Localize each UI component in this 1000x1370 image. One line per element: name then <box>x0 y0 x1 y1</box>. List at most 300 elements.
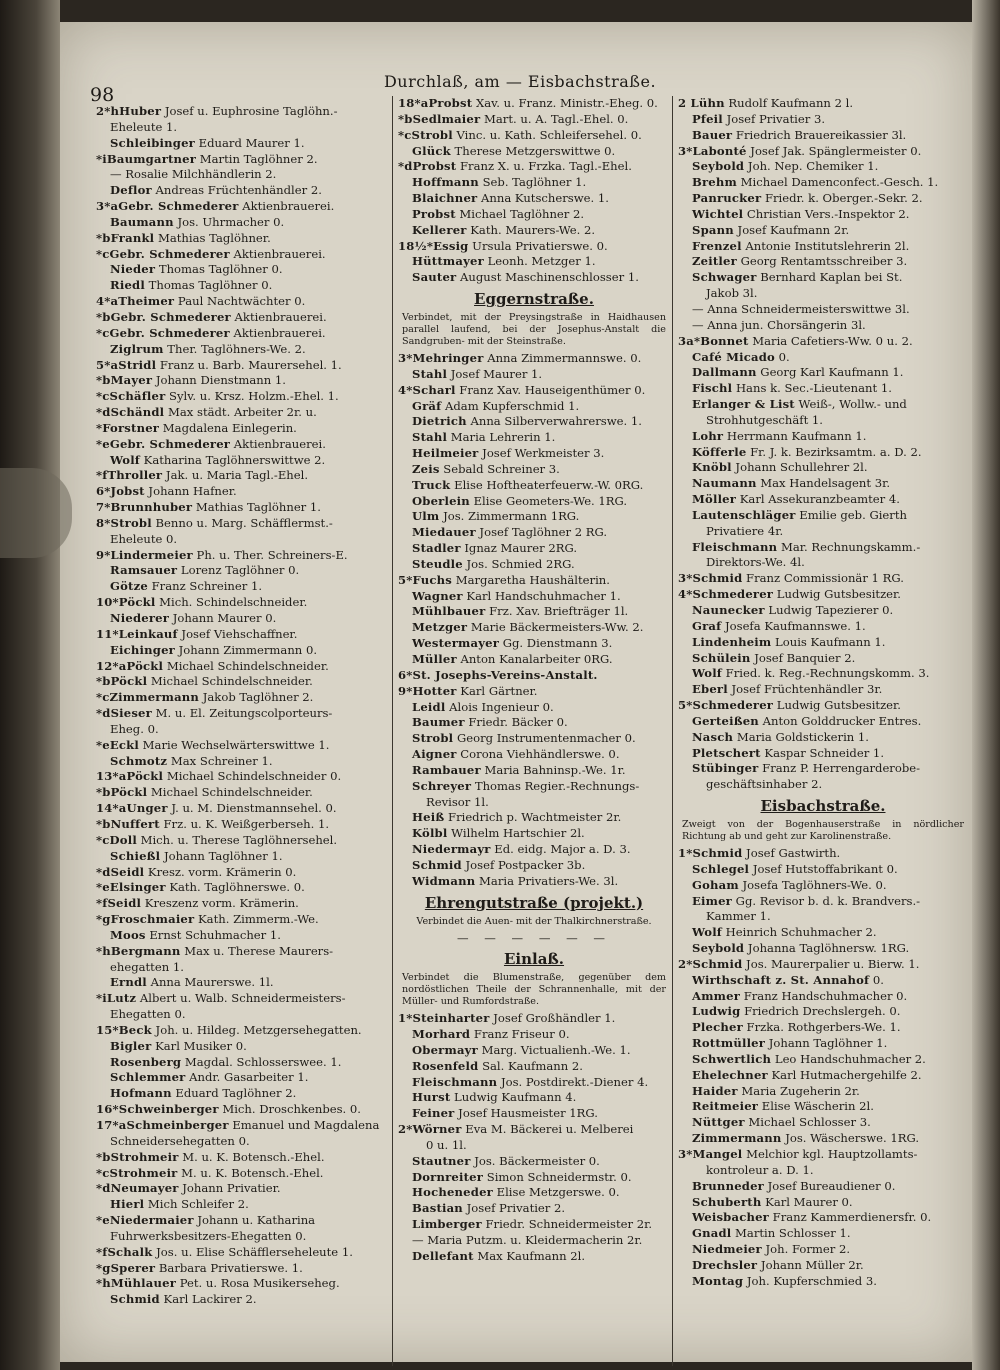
directory-entry <box>96 611 390 627</box>
entry-details: Franz Schreiner 1. <box>147 579 263 594</box>
entry-name: 2*hHuber <box>96 104 162 118</box>
directory-entry <box>398 1059 670 1075</box>
entry-name: Blaichner <box>412 191 478 206</box>
entry-name: *dSeidl <box>96 864 145 879</box>
entry-details: Ther. Taglöhners-We. 2. <box>163 341 306 356</box>
directory-entry <box>96 468 390 484</box>
entry-name: Lohr <box>692 428 724 443</box>
entry-name: *iBaumgartner <box>96 151 197 166</box>
directory-entry <box>678 682 968 698</box>
directory-entry <box>398 430 670 446</box>
entries-col1 <box>96 104 390 1308</box>
directory-entry <box>398 1217 670 1233</box>
entry-name: *gFroschmaier <box>96 912 195 927</box>
directory-entry <box>678 925 968 941</box>
directory-entry <box>96 674 390 690</box>
entry-name: Fischl <box>692 381 733 396</box>
directory-entry <box>398 270 670 286</box>
entry-name: Zeis <box>412 461 440 476</box>
directory-entry <box>678 318 968 334</box>
entry-details: Ludwig Tapezierer 0. <box>764 603 894 617</box>
directory-entry <box>96 437 390 453</box>
entry-details: Jos. Wäscherswe. 1RG. <box>781 1131 920 1146</box>
directory-entry <box>678 603 968 619</box>
column-3 <box>678 96 968 1290</box>
directory-entry <box>398 731 670 747</box>
entry-name: *iLutz <box>96 991 137 1006</box>
entry-name: 6*Jobst <box>96 484 145 499</box>
entry-details: Antonie Institutslehrerin 2l. <box>741 238 910 253</box>
directory-entry <box>96 785 390 801</box>
directory-entry <box>398 1249 670 1265</box>
entry-details: Friedr. Bäcker 0. <box>464 715 568 730</box>
column-2 <box>398 96 670 1265</box>
directory-entry <box>398 1122 670 1138</box>
entry-name: *dProbst <box>398 159 457 174</box>
directory-entry <box>96 849 390 865</box>
entry-details: Friedr. k. Oberger.-Sekr. 2. <box>761 191 923 206</box>
entry-details: Bernhard Kaplan bei St. <box>756 270 903 285</box>
directory-entry <box>678 540 968 556</box>
entry-name: Oberlein <box>412 493 470 508</box>
entry-name: Frenzel <box>692 238 742 253</box>
entry-details: Therese Metzgerswittwe 0. <box>450 143 616 158</box>
entry-name: Metzger <box>412 620 468 635</box>
entry-details: Johann Taglöhner 1. <box>765 1036 888 1051</box>
column-rule-1 <box>392 96 393 1366</box>
directory-entry <box>398 128 670 144</box>
entry-name: *fThroller <box>96 468 163 483</box>
entry-details: Georg Karl Kaufmann 1. <box>756 365 904 380</box>
entry-details: Franz Xav. Hauseigenthümer 0. <box>455 382 646 397</box>
entry-details: Kath. Maurers-We. 2. <box>466 222 596 237</box>
directory-entry <box>678 761 968 777</box>
entry-name: Eimer <box>692 893 732 908</box>
entry-name: Rambauer <box>412 762 481 777</box>
directory-entry <box>96 484 390 500</box>
entry-name: Limberger <box>412 1217 482 1232</box>
directory-entry <box>398 668 670 684</box>
entry-details: Martin Schlosser 1. <box>731 1226 851 1241</box>
directory-entry <box>398 207 670 223</box>
directory-entry <box>96 1213 390 1229</box>
entry-details: Marie Bäckermeisters-Ww. 2. <box>467 620 644 635</box>
entry-details: Jakob Taglöhner 2. <box>199 690 314 705</box>
entry-details: Katharina Taglöhnerswittwe 2. <box>140 452 326 467</box>
entry-name: *eEckl <box>96 737 139 752</box>
section-note-eisbachstrasse: Zweigt von der Bogenhauserstraße in nördlicher Richtung ab und geht zur Karolinenstraße. <box>682 818 964 842</box>
entry-name: Zeitler <box>692 254 737 269</box>
directory-entry <box>96 342 390 358</box>
directory-entry <box>96 310 390 326</box>
entry-details: Ehegatten 0. <box>110 1007 186 1022</box>
entry-name: Ramsauer <box>110 563 178 578</box>
entry-details: Hans k. Sec.-Lieutenant 1. <box>732 381 892 396</box>
entry-details: Sebald Schreiner 3. <box>439 461 560 476</box>
entry-details: Josef u. Euphrosine Taglöhn.- <box>161 104 338 118</box>
entry-details: Max Schreiner 1. <box>167 753 273 768</box>
directory-entry <box>678 302 968 318</box>
entry-details: Adam Kupferschmid 1. <box>441 398 580 413</box>
entry-details: Josef Postpacker 3b. <box>461 857 586 872</box>
entry-details: Frz. u. K. Weißgerberseh. 1. <box>159 816 330 831</box>
entry-name: Möller <box>692 492 737 507</box>
directory-entry <box>96 769 390 785</box>
entry-details: Jos. Schmied 2RG. <box>462 556 575 571</box>
entry-details: 0. <box>775 349 790 364</box>
directory-entry <box>678 476 968 492</box>
entry-name: Götze <box>110 579 148 594</box>
entry-details: Josef Jak. Spänglermeister 0. <box>746 143 922 158</box>
entry-name: Schlemmer <box>110 1070 186 1085</box>
entry-details: Karl Assekuranzbeamter 4. <box>736 492 900 507</box>
entries-einlass <box>398 1011 670 1265</box>
entry-name: Fleischmann <box>692 539 778 554</box>
entry-details: Rudolf Kaufmann 2 l. <box>724 96 854 110</box>
directory-entry <box>96 1039 390 1055</box>
entry-details: Kath. Taglöhnerswe. 0. <box>165 880 305 895</box>
entry-name: Baumer <box>412 715 465 730</box>
entry-details: — Maria Putzm. u. Kleidermacherin 2r. <box>412 1233 643 1247</box>
directory-entry <box>398 462 670 478</box>
entry-name: *eElsinger <box>96 880 166 895</box>
directory-entry <box>96 373 390 389</box>
entry-name: 3*Schmid <box>678 571 743 586</box>
entry-details: Aktienbrauerei. <box>229 325 326 340</box>
entry-name: Hofmann <box>110 1086 172 1101</box>
directory-entry <box>96 231 390 247</box>
directory-entry <box>678 429 968 445</box>
directory-entry <box>678 1004 968 1020</box>
directory-entry <box>398 1154 670 1170</box>
entry-details: Margaretha Haushälterin. <box>452 572 610 587</box>
entry-name: Schmotz <box>110 753 168 768</box>
entry-details: Karl Lackirer 2. <box>159 1292 257 1307</box>
directory-entry <box>678 1195 968 1211</box>
entry-details: J. u. M. Dienstmannsehel. 0. <box>167 801 337 816</box>
directory-entry <box>678 1258 968 1274</box>
directory-entry <box>96 1118 390 1134</box>
directory-entry <box>678 239 968 255</box>
directory-entry <box>398 223 670 239</box>
directory-entry <box>96 801 390 817</box>
entry-name: 14*aUnger <box>96 801 168 816</box>
entry-name: Goham <box>692 877 739 892</box>
entry-details: Direktors-We. 4l. <box>706 555 805 570</box>
entry-details: Ursula Privatierswe. 0. <box>468 238 608 253</box>
directory-entry <box>398 159 670 175</box>
directory-entry <box>96 532 390 548</box>
entry-name: 18½*Essig <box>398 238 469 253</box>
entry-details: Joh. u. Hildeg. Metzgersehegatten. <box>151 1022 362 1037</box>
directory-entry <box>398 1185 670 1201</box>
entry-details: Karl Gärtner. <box>456 683 538 698</box>
directory-entry <box>96 817 390 833</box>
entry-name: Ludwig <box>692 1004 741 1019</box>
entry-name: Naumann <box>692 476 757 491</box>
entry-details: Karl Maurer 0. <box>761 1194 853 1209</box>
entry-details: Eheg. 0. <box>110 721 159 736</box>
section-note-ehrengutstrasse: Verbindet die Auen- mit der Thalkirchnerstraße. <box>416 915 652 927</box>
entry-details: Anna Zimmermannswe. 0. <box>483 350 642 365</box>
entry-name: Stübinger <box>692 761 759 776</box>
entry-name: Bastian <box>412 1201 463 1216</box>
entry-details: Elise Metzgerswe. 0. <box>492 1185 620 1200</box>
entry-details: Thomas Regier.-Rechnungs- <box>471 778 640 793</box>
entry-details: Johann Schullehrer 2l. <box>731 460 868 475</box>
section-title-ehrengutstrasse: Ehrengutstraße (projekt.) <box>424 893 644 912</box>
directory-entry <box>96 659 390 675</box>
entry-name: Lindenheim <box>692 634 772 649</box>
entry-details: Kammer 1. <box>706 909 771 924</box>
entry-details: Josef Bureaudiener 0. <box>763 1178 896 1193</box>
entry-name: *dSchändl <box>96 405 165 420</box>
entry-name: 3*aGebr. Schmederer <box>96 199 239 214</box>
entry-details: Jos. Uhrmacher 0. <box>173 214 285 229</box>
entry-details: Karl Hutmachergehilfe 2. <box>767 1067 922 1082</box>
directory-entry <box>398 684 670 700</box>
running-head: Durchlaß, am — Eisbachstraße. <box>383 72 657 91</box>
entry-details: — Rosalie Milchhändlerin 2. <box>110 167 277 182</box>
entry-name: Dietrich <box>412 414 467 429</box>
entry-details: Max Handelsagent 3r. <box>756 476 891 491</box>
entry-details: Max städt. Arbeiter 2r. u. <box>164 405 317 420</box>
entry-details: Josef Viehschaffner. <box>177 626 298 641</box>
entry-details: Benno u. Marg. Schäfflermst.- <box>151 515 333 530</box>
entry-details: Johann Hafner. <box>144 484 237 499</box>
entry-name: Truck <box>412 477 451 492</box>
directory-entry <box>398 509 670 525</box>
entry-name: Erlanger & List <box>692 397 795 412</box>
directory-entry <box>678 619 968 635</box>
entry-details: Mathias Taglöhner 1. <box>192 500 321 515</box>
entry-name: 2*Wörner <box>398 1122 462 1137</box>
entry-details: Karl Musiker 0. <box>151 1038 247 1053</box>
directory-entry <box>678 1036 968 1052</box>
entry-name: Weisbacher <box>692 1210 769 1225</box>
entry-details: Joh. Former 2. <box>761 1242 851 1257</box>
directory-entry <box>96 278 390 294</box>
entry-name: 4*Scharl <box>398 382 456 397</box>
entry-name: Seybold <box>692 159 745 174</box>
entry-details: Vinc. u. Kath. Schleifersehel. 0. <box>452 127 642 142</box>
directory-entry <box>398 191 670 207</box>
entry-name: Panrucker <box>692 191 762 206</box>
entry-details: Josef Banquier 2. <box>750 650 856 665</box>
entry-details: — Anna jun. Chorsängerin 3l. <box>692 317 866 332</box>
directory-entry <box>398 144 670 160</box>
directory-entry <box>678 698 968 714</box>
directory-entry <box>96 1023 390 1039</box>
entry-details: Max u. Therese Maurers- <box>180 943 334 958</box>
entry-name: Schreyer <box>412 778 472 793</box>
entry-name: Stadler <box>412 541 461 556</box>
entry-name: *dNeumayer <box>96 1181 179 1196</box>
directory-entry <box>678 1052 968 1068</box>
entry-name: *cSchäfler <box>96 389 166 404</box>
entry-name: *bNuffert <box>96 816 160 831</box>
directory-entry <box>678 714 968 730</box>
entry-details: Franz P. Herrengarderobe- <box>758 761 921 776</box>
directory-entry <box>96 1261 390 1277</box>
entry-name: Ehelechner <box>692 1067 768 1082</box>
section-title-eisbachstrasse: Eisbachstraße. <box>760 797 886 816</box>
entry-name: Seybold <box>692 941 745 956</box>
entry-name: *cZimmermann <box>96 690 200 705</box>
directory-entry <box>96 833 390 849</box>
entry-name: Erndl <box>110 975 147 990</box>
directory-entry <box>678 381 968 397</box>
entry-details: Jos. Zimmermann 1RG. <box>439 509 580 524</box>
section-title-einlass: Einlaß. <box>503 950 565 969</box>
entry-name: 9*Lindermeier <box>96 547 193 562</box>
directory-entry <box>398 1011 670 1027</box>
entry-name: Schießl <box>110 848 161 863</box>
directory-entry <box>678 397 968 413</box>
entry-name: *bMayer <box>96 373 153 388</box>
entry-details: Eva M. Bäckerei u. Melberei <box>461 1122 634 1137</box>
entry-details: Lorenz Taglöhner 0. <box>177 563 300 578</box>
directory-entry <box>678 175 968 191</box>
directory-entry <box>398 254 670 270</box>
entry-details: Michael Schindelschneider 0. <box>163 769 342 784</box>
entry-name: Schwertlich <box>692 1051 772 1066</box>
directory-entry <box>678 144 968 160</box>
entry-details: Anna Kutscherswe. 1. <box>477 191 609 206</box>
directory-entry <box>678 666 968 682</box>
entry-name: *cGebr. Schmederer <box>96 246 230 261</box>
entry-details: Martin Taglöhner 2. <box>196 151 318 166</box>
entry-name: Feiner <box>412 1106 455 1121</box>
directory-entry <box>398 351 670 367</box>
entry-details: Franz u. Barb. Maurersehel. 1. <box>156 357 342 372</box>
entry-details: Josef Werkmeister 3. <box>478 446 605 461</box>
entry-name: Brunneder <box>692 1178 764 1193</box>
entry-details: Mar. Rechnungskamm.- <box>777 539 921 554</box>
entry-name: Eichinger <box>110 642 175 657</box>
entries-am-durchlass <box>678 96 968 793</box>
entry-name: Obermayr <box>412 1042 478 1057</box>
entry-details: Max Kaufmann 2l. <box>473 1248 586 1263</box>
directory-entry <box>678 635 968 651</box>
entry-details: Johann u. Katharina <box>193 1213 316 1228</box>
entry-details: Aktienbrauerei. <box>230 309 327 324</box>
entry-details: Josef Früchtenhändler 3r. <box>727 682 883 697</box>
entry-name: *cStrobl <box>398 127 453 142</box>
entry-name: Wolf <box>110 452 140 467</box>
directory-entry <box>96 294 390 310</box>
entry-details: Paul Nachtwächter 0. <box>174 294 306 309</box>
directory-entry <box>678 957 968 973</box>
directory-entry <box>398 494 670 510</box>
section-note-einlass: Verbindet die Blumenstraße, gegenüber dem nordöstlichen Theile der Schrannenhalle, mit der Müller- und Rumfordstraße. <box>402 972 666 1008</box>
entry-name: Ulm <box>412 509 440 524</box>
entry-details: Michael Schindelschneider. <box>147 785 313 800</box>
entry-name: *cGebr. Schmederer <box>96 325 230 340</box>
entry-details: Johann Dienstmann 1. <box>152 373 286 388</box>
entry-name: Ziglrum <box>110 341 164 356</box>
entry-name: 3*Mangel <box>678 1147 743 1161</box>
entry-details: Marie Wechselwärterswittwe 1. <box>138 737 330 752</box>
entry-details: Georg Rentamtsschreiber 3. <box>736 254 908 269</box>
entry-details: Karl Handschuhmacher 1. <box>462 588 621 603</box>
entry-details: Georg Instrumentenmacher 0. <box>453 731 636 746</box>
entry-details: Emanuel und Magdalena <box>228 1118 380 1132</box>
directory-entry <box>398 541 670 557</box>
directory-entry <box>398 1233 670 1249</box>
directory-entry <box>398 604 670 620</box>
directory-entry <box>678 270 968 286</box>
entry-details: Kresz. vorm. Krämerin 0. <box>144 864 297 879</box>
directory-entry <box>678 973 968 989</box>
entries-durchlass <box>398 96 670 286</box>
entry-details: Thomas Taglöhner 0. <box>144 278 273 293</box>
directory-entry <box>96 1150 390 1166</box>
entry-details: Josef Privatier 2. <box>462 1201 566 1216</box>
entry-name: 2 Lühn <box>678 96 725 110</box>
directory-entry <box>678 207 968 223</box>
entry-details: Magdal. Schlossersweе. 1. <box>181 1054 342 1069</box>
entry-name: Naunecker <box>692 603 765 617</box>
entry-details: kontroleur a. D. 1. <box>706 1162 814 1177</box>
directory-entry <box>398 1043 670 1059</box>
entry-name: Schwager <box>692 270 757 285</box>
entry-name: Lautenschläger <box>692 507 796 522</box>
entry-details: Franz X. u. Frzka. Tagl.-Ehel. <box>456 159 632 174</box>
entry-details: Johann Privatier. <box>178 1181 281 1196</box>
directory-entry <box>96 405 390 421</box>
entry-details: Leonh. Metzger 1. <box>483 254 596 269</box>
entry-details: Wilhelm Hartschier 2l. <box>447 826 585 841</box>
directory-entry <box>96 690 390 706</box>
entry-name: Fleischmann <box>412 1074 498 1089</box>
entry-name: Bauer <box>692 127 733 142</box>
directory-entry <box>96 563 390 579</box>
directory-entry <box>398 96 670 112</box>
entry-name: Eberl <box>692 682 728 697</box>
directory-entry <box>678 1068 968 1084</box>
entry-details: Leo Handschuhmacher 2. <box>771 1051 926 1066</box>
entry-details: 0 u. 1l. <box>426 1137 467 1152</box>
entry-details: Emilie geb. Gierth <box>795 507 907 522</box>
directory-entry <box>398 383 670 399</box>
entry-name: *gSperer <box>96 1260 156 1275</box>
entry-details: Fuhrwerksbesitzers-Ehegatten 0. <box>110 1228 307 1243</box>
entry-details: Josef Gastwirth. <box>742 845 841 860</box>
entry-details: Joh. Kupferschmied 3. <box>743 1273 877 1288</box>
directory-entry <box>678 350 968 366</box>
entry-details: Jak. u. Maria Tagl.-Ehel. <box>162 468 309 483</box>
column-1 <box>96 104 390 1308</box>
entry-details: — Anna Schneidermeisterswittwe 3l. <box>692 301 910 316</box>
directory-entry <box>96 389 390 405</box>
entry-name: Niederer <box>110 611 170 625</box>
directory-entry <box>398 620 670 636</box>
entry-name: 3*Labonté <box>678 143 747 158</box>
entry-name: Probst <box>412 206 456 221</box>
entry-name: Wichtel <box>692 206 744 221</box>
entry-details: Michael Schindelschneider. <box>147 674 313 689</box>
entry-details: Jos. u. Elise Schäfflerseheleute 1. <box>152 1244 353 1259</box>
entry-name: Hurst <box>412 1090 451 1105</box>
entry-details: Ed. eidg. Major a. D. 3. <box>490 842 631 857</box>
entry-details: Elise Geometers-We. 1RG. <box>469 493 628 508</box>
entry-name: Schmid <box>412 857 462 872</box>
entry-details: ehegatten 1. <box>110 959 184 974</box>
entry-details: Maria Lehrerin 1. <box>447 430 556 445</box>
directory-entry <box>678 460 968 476</box>
directory-entry <box>678 989 968 1005</box>
